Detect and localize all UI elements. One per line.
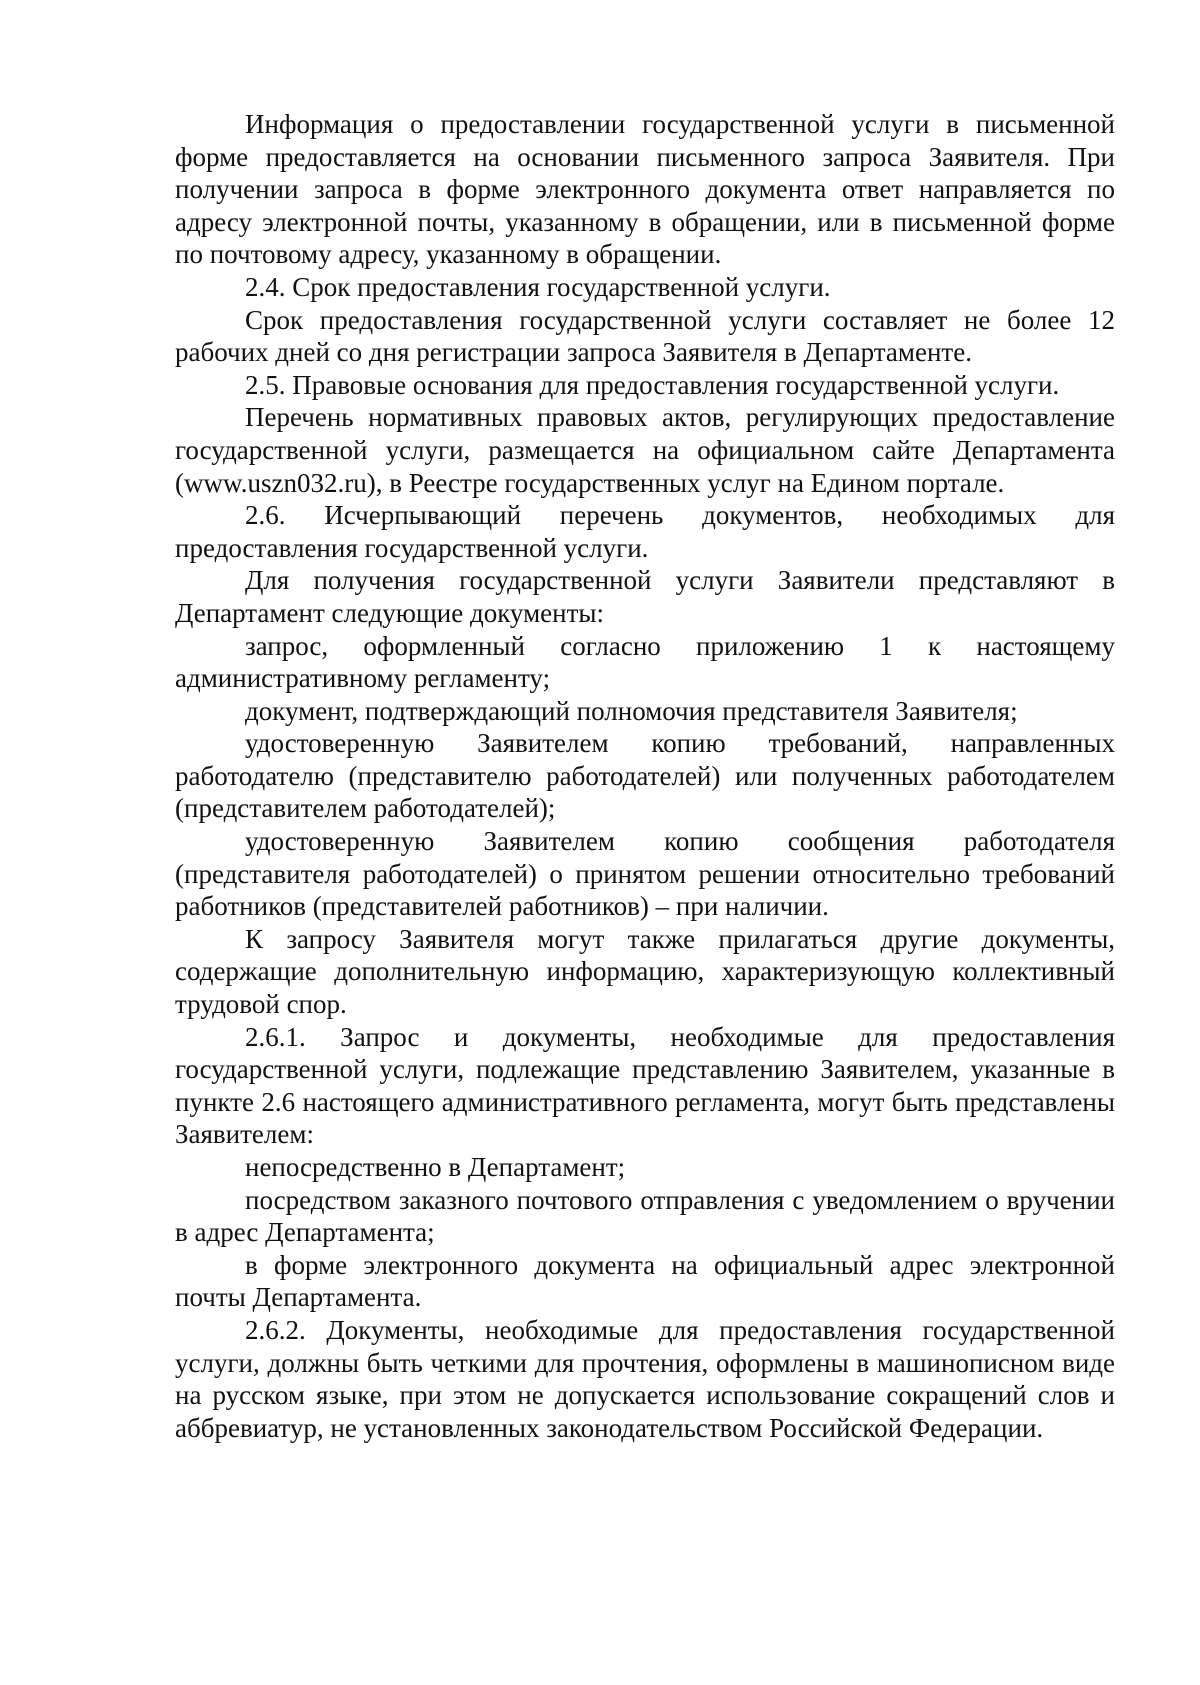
paragraph-2-6-1: 2.6.1. Запрос и документы, необходимые для предоставления государственной услуги, подлежащие представлению Заявителем, указанные в пункте 2.6 настоящего административного регламента, могут быть представлены Заявителем: <box>175 1021 1115 1150</box>
list-item-employer-message-copy: удостоверенную Заявителем копию сообщения работодателя (представителя работодателей) о принятом решении относительно требований работников (представителей работников) – при наличии. <box>175 826 1115 922</box>
document-page <box>175 108 1115 1444</box>
paragraph-additional-documents: К запросу Заявителя могут также прилагаться другие документы, содержащие дополнительную информацию, характеризующую коллективный трудовой спор. <box>175 923 1115 1020</box>
list-item-authority-document: документ, подтверждающий полномочия представителя Заявителя; <box>245 695 1018 726</box>
paragraph-service-term: Срок предоставления государственной услуги составляет не более 12 рабочих дней со дня регистрации запроса Заявителя в Департаменте. <box>175 304 1115 368</box>
list-item-registered-mail: посредством заказного почтового отправления с уведомлением о вручении в адрес Департамента; <box>175 1184 1115 1248</box>
list-item-requirements-copy: удостоверенную Заявителем копию требований, направленных работодателю (представителю работодателей) или полученных работодателем (представителем работодателей); <box>175 728 1115 824</box>
paragraph-legal-acts: Перечень нормативных правовых актов, регулирующих предоставление государственной услуги, размещается на официальном сайте Департамента (www.uszn032.ru), в Реестре государственных услуг на Едином портале. <box>175 402 1115 498</box>
paragraph-info-written-form: Информация о предоставлении государственной услуги в письменной форме предоставляется на основании письменного запроса Заявителя. При получении запроса в форме электронного документа ответ направляется по адресу электронной почты, указанному в обращении, или в письменной форме по почтовому адресу, указанному в обращении. <box>175 109 1115 270</box>
heading-2-6: 2.6. Исчерпывающий перечень документов, необходимых для предоставления государственной услуги. <box>175 500 1115 563</box>
paragraph-documents-intro: Для получения государственной услуги Заявители представляют в Департамент следующие документы: <box>175 565 1115 628</box>
list-item-request: запрос, оформленный согласно приложению 1 к настоящему административному регламенту; <box>175 630 1115 694</box>
list-item-in-person: непосредственно в Департамент; <box>245 1152 626 1182</box>
paragraph-2-6-2: 2.6.2. Документы, необходимые для предоставления государственной услуги, должны быть четкими для прочтения, оформлены в машинописном виде на русском языке, при этом не допускается использование сокращений слов и аббревиатур, не установленных законодательством Российской Федерации. <box>175 1314 1115 1443</box>
heading-2-4: 2.4. Срок предоставления государственной услуги. <box>245 271 831 302</box>
heading-2-5: 2.5. Правовые основания для предоставления государственной услуги. <box>245 369 1060 400</box>
list-item-electronic: в форме электронного документа на официальный адрес электронной почты Департамента. <box>175 1249 1115 1313</box>
